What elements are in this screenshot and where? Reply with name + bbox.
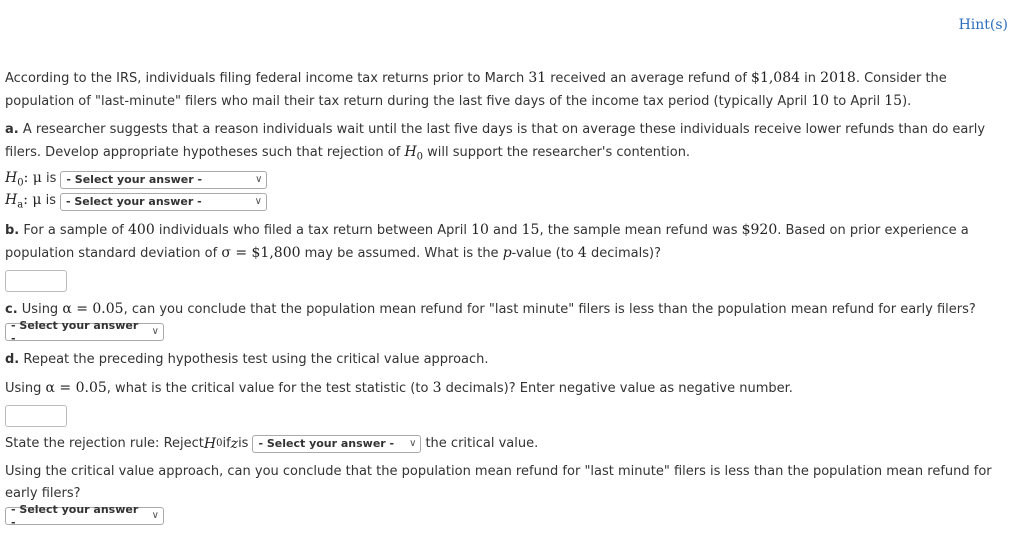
part-a-text: a. A researcher suggests that a reason individuals wait until the last five days is that on average these individuals receive lower refunds than do early filers. Develop appropriate hypotheses such that rejection of $H_0$ will support the researcher's contention. — [5, 122, 986, 163]
hint-link[interactable]: Hint(s) — [958, 17, 1008, 33]
question-content — [5, 67, 1015, 527]
chevron-down-icon: ∨ — [151, 326, 159, 338]
ha-select[interactable]: - Select your answer - ∨ — [60, 193, 267, 211]
chevron-down-icon: ∨ — [254, 196, 262, 208]
part-c-select[interactable]: - Select your answer - ∨ — [5, 323, 164, 341]
h0-select[interactable]: - Select your answer - ∨ — [60, 171, 267, 189]
conclusion-question: Using the critical value approach, can you conclude that the population mean refund for "last minute" filers is less than the population mean refund for early filers? — [5, 463, 992, 501]
rejection-rule-row: State the rejection rule: Reject H 0 if z is - Select your answer - ∨ the critical value. — [5, 435, 539, 452]
part-c-text: c. Using α = 0.05, can you conclude that the population mean refund for "last minute" filers is less than the population mean refund for early filers? — [5, 300, 976, 317]
rejection-rule-select[interactable]: - Select your answer - ∨ — [252, 435, 421, 453]
critical-value-question: Using α = 0.05, what is the critical value for the test statistic (to 3 decimals)? Enter negative value as negative number. — [5, 379, 793, 396]
chevron-down-icon: ∨ — [255, 174, 263, 186]
chevron-down-icon: ∨ — [151, 510, 159, 522]
part-d-text: d. Repeat the preceding hypothesis test using the critical value approach. — [5, 351, 489, 367]
p-value-input[interactable] — [5, 270, 67, 292]
ha-row: $H_a$: μ is - Select your answer - ∨ — [5, 191, 1015, 213]
h0-row: $H_0$: μ is - Select your answer - ∨ — [5, 169, 1015, 191]
conclusion-select[interactable]: - Select your answer - ∨ — [5, 507, 164, 525]
chevron-down-icon: ∨ — [409, 438, 417, 450]
critical-value-input[interactable] — [5, 405, 67, 427]
intro-text: According to the IRS, individuals filing federal income tax returns prior to March 31 received an average refund of $1,084 in 2018. Consider the population of "last-minute" filers who mail their tax return during the last five days of the income tax period (typically April 10 to April 15). — [5, 70, 947, 109]
part-b-text: b. For a sample of 400 individuals who filed a tax return between April 10 and 15, the sample mean refund was $920. Based on prior experience a population standard deviation of σ = $1,800 may be assumed. What is the p-value (to 4 decimals)? — [5, 221, 969, 261]
